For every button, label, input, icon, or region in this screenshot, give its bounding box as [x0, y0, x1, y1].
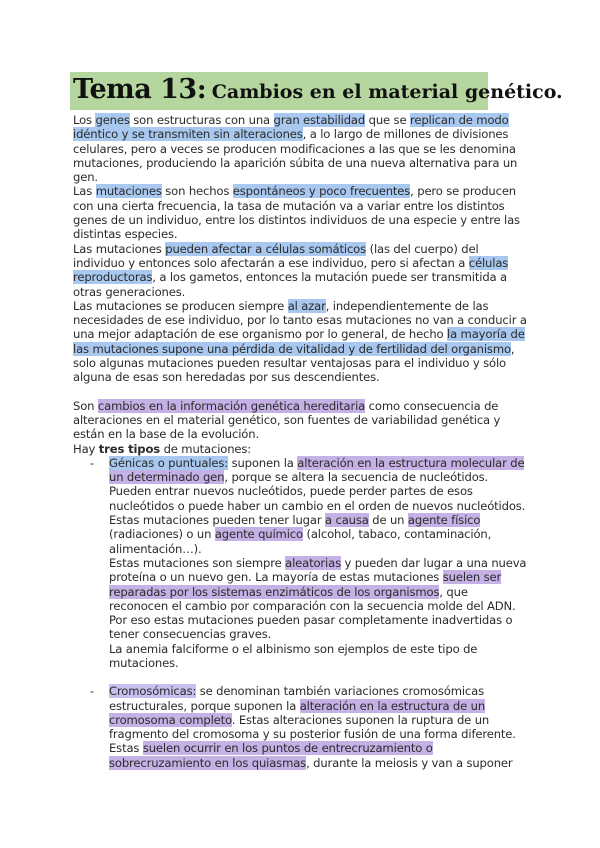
paragraph-mutaciones: Las mutaciones son hechos espontáneos y poco frecuentes, pero se producen con una cierta frecuencia, la tasa de mutación va a variar entre los distintos genes de un individuo, entre los distintos individuos de una especie y entre las distintas especies. [73, 184, 520, 242]
paragraph-tipos: Hay tres tipos de mutaciones: [73, 441, 252, 456]
paragraph-cambios: Son cambios en la información genética hereditaria como consecuencia de alteraciones en el material genético, son fuentes de variabilidad genética y están en la base de la evolución. [73, 398, 501, 442]
list-item-genicas [73, 456, 528, 670]
highlighted-text: al azar [287, 298, 326, 313]
bold-text: tres tipos [98, 441, 161, 456]
title-number: Tema 13: [73, 74, 207, 105]
highlighted-text: replican de modo idéntico y se transmiten sin alteraciones [73, 113, 509, 142]
highlighted-text: suelen ser reparadas por los sistemas enzimáticos de los organismos [109, 570, 502, 599]
highlighted-text: a causa [325, 513, 369, 528]
highlighted-text: Génicas o puntuales: [109, 455, 229, 470]
highlighted-text: gran estabilidad [273, 113, 366, 127]
bullet-line: Cromosómicas: se denominan también variaciones cromosómicas estructurales, porque suponen la alteración en la estructura de un cromosoma completo. Estas alteraciones suponen la ruptura de un fragmento del cromosoma y su posterior fusión de una forma diferente. Estas suelen ocurrir en los puntos de entrecruzamiento o sobrecruzamiento en los quiasmas, durante la meiosis y van a suponer [109, 684, 516, 770]
highlighted-text: alteración en la estructura molecular de un determinado gen [109, 455, 525, 485]
highlighted-text: genes [95, 113, 130, 127]
highlighted-text: espontáneos y poco frecuentes [232, 184, 411, 199]
bullet-line: Estas mutaciones son siempre aleatorias y pueden dar lugar a una nueva proteína o un nuevo gen. La mayoría de estas mutaciones suelen ser reparadas por los sistemas enzimáticos de los organismos, que reconocen el cambio por comparación con la secuencia molde del ADN. Por eso estas mutaciones pueden pasar completamente inadvertidas o tener consecuencias graves. [109, 555, 527, 642]
highlighted-text: la mayoría de las mutaciones supone una pérdida de vitalidad y de fertilidad del organismo [73, 327, 525, 356]
paragraph-azar: Las mutaciones se producen siempre al azar, independientemente de las necesidades de ese individuo, por lo tanto esas mutaciones no van a conducir a una mejor adaptación de ese organismo por lo general, de hecho la mayoría de las mutaciones supone una pérdida de vitalidad y de fertilidad del organismo, solo algunas mutaciones pueden resultar ventajosas para el individuo y sólo alguna de esas son heredadas por sus descendientes. [73, 298, 527, 385]
bullet-line: Génicas o puntuales: suponen la alteración en la estructura molecular de un determinado gen, porque se altera la secuencia de nucleótidos. Pueden entrar nuevos nucleótidos, puede perder partes de esos nucleótidos o puede haber un cambio en el orden de nuevos nucleótidos. Estas mutaciones pueden tener lugar a causa de un agente físico (radiaciones) o un agente químico (alcohol, tabaco, contaminación, alimentación…). [109, 455, 526, 556]
document-body [73, 113, 528, 770]
paragraph-genes: Los genes son estructuras con una gran estabilidad que se replican de modo idéntico y se transmiten sin alteraciones, a lo largo de millones de divisiones celulares, pero a veces se producen modificaciones a las que se les denomina mutaciones, produciendo la aparición súbita de una nueva alternativa para un gen. [73, 113, 518, 185]
paragraph-gap [73, 385, 528, 399]
title-text: Cambios en el material genético. [211, 81, 563, 103]
paragraph-gap [73, 670, 528, 684]
highlighted-text: agente físico [407, 513, 481, 528]
highlighted-text: aleatorias [285, 555, 341, 570]
bullet-dash: - [90, 684, 95, 699]
paragraph-celulas: Las mutaciones pueden afectar a células somáticos (las del cuerpo) del individuo y entonces solo afectarán a ese individuo, pero si afectan a células reproductoras, a los gametos, entonces la mutación puede ser transmitida a otras generaciones. [73, 241, 509, 299]
highlighted-text: pueden afectar a células somáticos [165, 241, 367, 256]
bullet-dash: - [90, 455, 95, 470]
highlighted-text: cambios en la información genética hereditaria [97, 398, 366, 413]
highlighted-text: mutaciones [95, 184, 162, 199]
page-title [73, 74, 563, 105]
bullet-line: La anemia falciforme o el albinismo son ejemplos de este tipo de mutaciones. [109, 641, 478, 670]
highlighted-text: Cromosómicas: [109, 684, 197, 699]
list-item-cromosomicas [73, 684, 528, 770]
highlighted-text: suelen ocurrir en los puntos de entrecruzamiento o sobrecruzamiento en los quiasmas [109, 741, 433, 770]
title-highlight [70, 72, 563, 110]
highlighted-text: células reproductoras [73, 255, 509, 285]
highlighted-text: agente químico [214, 527, 303, 542]
highlighted-text: alteración en la estructura de un cromosoma completo [109, 698, 486, 727]
